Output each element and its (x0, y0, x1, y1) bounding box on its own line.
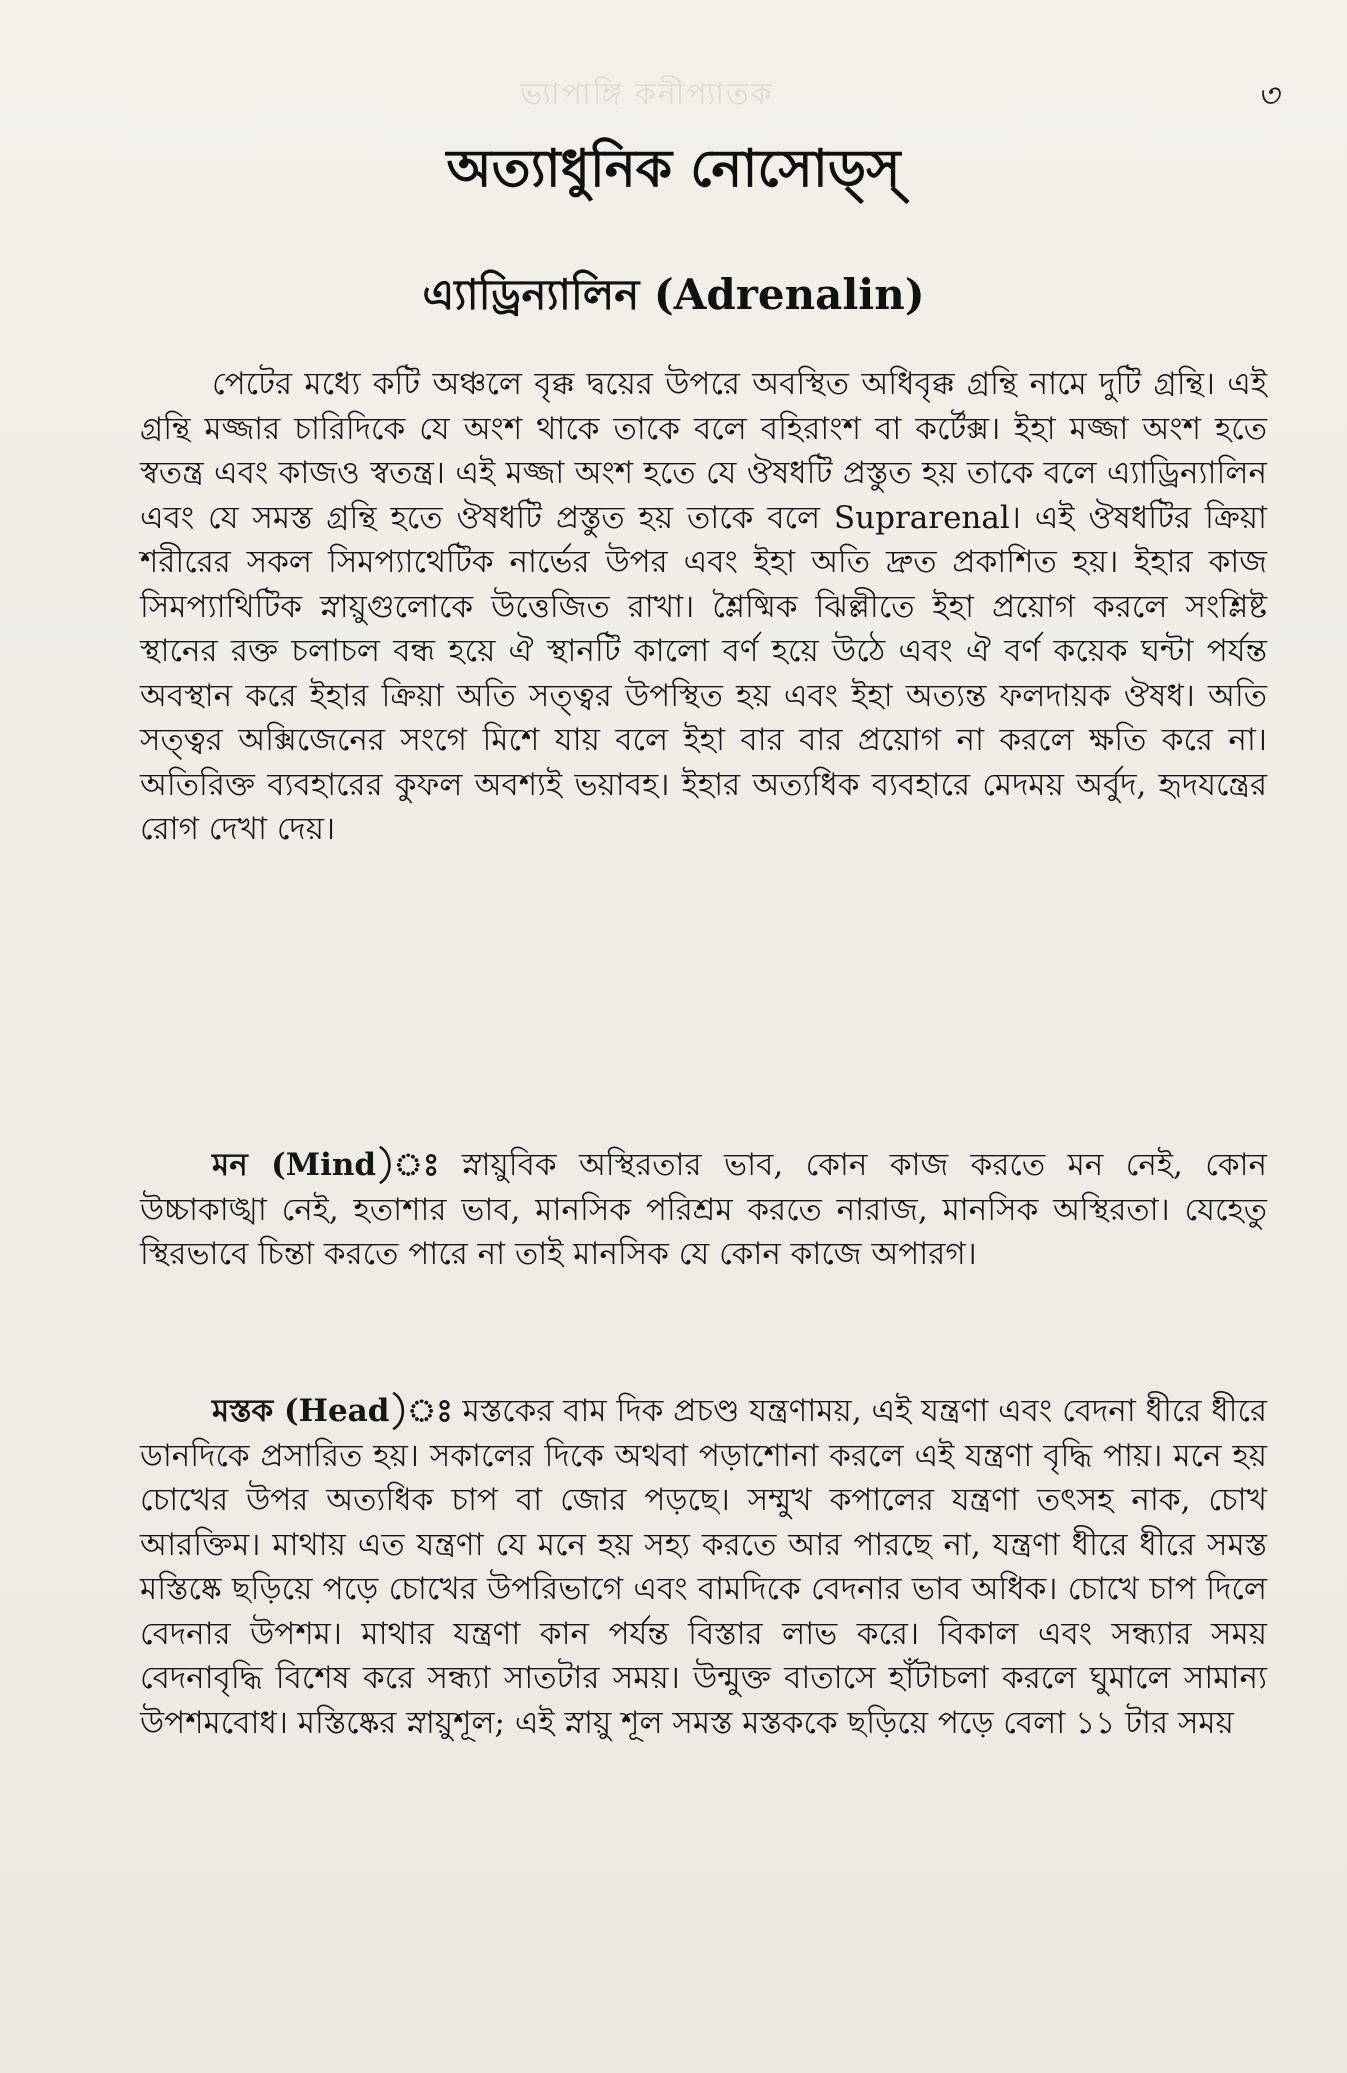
mind-paragraph (140, 1143, 1267, 1277)
bleed-through-line: ভ্যাপাঙ্গি কনীপ্যাতক (520, 77, 774, 112)
head-label: মস্তক (Head)ঃ (212, 1393, 453, 1429)
mind-label: মন (Mind)ঃ (212, 1147, 440, 1183)
page-number: ৩ (1256, 76, 1279, 116)
section-title: এ্যাড্রিন্যালিন (Adrenalin) (422, 270, 925, 319)
intro-paragraph-block (140, 362, 1267, 852)
intro-paragraph: পেটের মধ্যে কটি অঞ্চলে বৃক্ক দ্বয়ের উপরে অবস্থিত অধিবৃক্ক গ্রন্থি নামে দুটি গ্রন্থি। এই গ্রন্থি মজ্জার চারিদিকে যে অংশ থাকে তাকে বলে বহিরাংশ বা কর্টেক্স। ইহা মজ্জা অংশ হতে স্বতন্ত্র এবং কাজও স্বতন্ত্র। এই মজ্জা অংশ হতে যে ঔষধটি প্রস্তুত হয় তাকে বলে এ্যাড্রিন্যালিন এবং যে সমস্ত গ্রন্থি হতে ঔষধটি প্রস্তুত হয় তাকে বলে Suprarenal। এই ঔষধটির ক্রিয়া শরীরের সকল সিমপ্যাথেটিক নার্ভের উপর এবং ইহা অতি দ্রুত প্রকাশিত হয়। ইহার কাজ সিমপ্যাথিটিক স্নায়ুগুলোকে উত্তেজিত রাখা। শ্লৈষ্মিক ঝিল্লীতে ইহা প্রয়োগ করলে সংশ্লিষ্ট স্থানের রক্ত চলাচল বন্ধ হয়ে ঐ স্থানটি কালো বর্ণ হয়ে উঠে এবং ঐ বর্ণ কয়েক ঘন্টা পর্যন্ত অবস্থান করে ইহার ক্রিয়া অতি সত্ত্বর উপস্থিত হয় এবং ইহা অত্যন্ত ফলদায়ক ঔষধ। অতি সত্ত্বর অক্সিজেনের সংগে মিশে যায় বলে ইহা বার বার প্রয়োগ না করলে ক্ষতি করে না। অতিরিক্ত ব্যবহারের কুফল অবশ্যই ভয়াবহ। ইহার অত্যধিক ব্যবহারে মেদময় অর্বুদ, হৃদযন্ত্রের রোগ দেখা দেয়। (140, 366, 1267, 847)
head-paragraph (140, 1389, 1267, 1745)
head-text: মস্তকের বাম দিক প্রচণ্ড যন্ত্রণাময়, এই যন্ত্রণা এবং বেদনা ধীরে ধীরে ডানদিকে প্রসারিত হয়। সকালের দিকে অথবা পড়াশোনা করলে এই যন্ত্রণা বৃদ্ধি পায়। মনে হয় চোখের উপর অত্যধিক চাপ বা জোর পড়ছে। সম্মুখ কপালের যন্ত্রণা তৎসহ নাক, চোখ আরক্তিম। মাথায় এত যন্ত্রণা যে মনে হয় সহ্য করতে আর পারছে না, যন্ত্রণা ধীরে ধীরে সমস্ত মস্তিষ্কে ছড়িয়ে পড়ে চোখের উপরিভাগে এবং বামদিকে বেদনার ভাব অধিক। চোখে চাপ দিলে বেদনার উপশম। মাথার যন্ত্রণা কান পর্যন্ত বিস্তার লাভ করে। বিকাল এবং সন্ধ্যার সময় বেদনাবৃদ্ধি বিশেষ করে সন্ধ্যা সাতটার সময়। উন্মুক্ত বাতাসে হাঁটাচলা করলে ঘুমালে সামান্য উপশমবোধ। মস্তিষ্কের স্নায়ুশূল; এই স্নায়ু শূল সমস্ত মস্তককে ছড়িয়ে পড়ে বেলা ১১ টার সময় (140, 1393, 1267, 1741)
mind-paragraph-block (140, 1143, 1267, 1277)
head-paragraph-block (140, 1389, 1267, 1745)
mind-text: স্নায়ুবিক অস্থিরতার ভাব, কোন কাজ করতে মন নেই, কোন উচ্চাকাঙ্খা নেই, হতাশার ভাব, মানসিক পরিশ্রম করতে নারাজ, মানসিক অস্থিরতা। যেহেতু স্থিরভাবে চিন্তা করতে পারে না তাই মানসিক যে কোন কাজে অপারগ। (140, 1147, 1268, 1272)
page-title: অত্যাধুনিক নোসোড্‌স্‌ (446, 138, 901, 199)
